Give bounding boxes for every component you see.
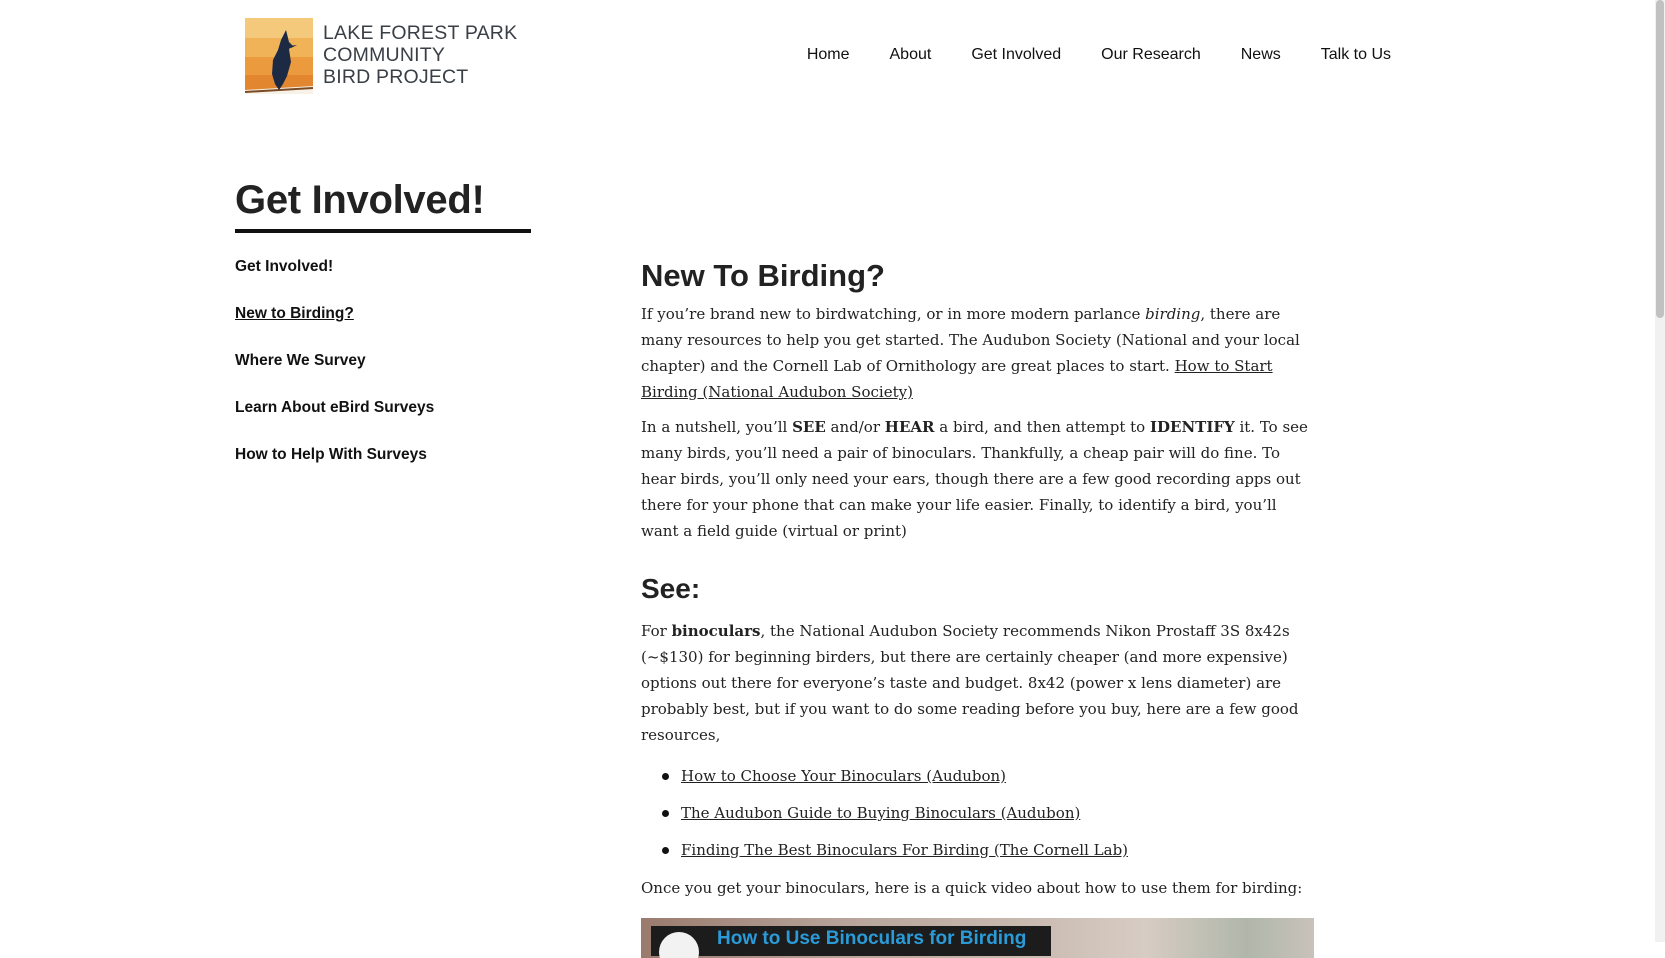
video-embed[interactable] xyxy=(641,918,1314,958)
binoculars-keyword: binoculars xyxy=(671,622,761,640)
see-keyword: SEE xyxy=(792,418,826,436)
text: it. To see many birds, you’ll need a pair of binoculars. Thankfully, a cheap pair will do fine. To hear birds, you’ll only need your ears, though there are a few good recording apps out there for your phone that can make your life easier. Finally, to identify a bird, you’ll want a field guide (virtual or print) xyxy=(641,418,1308,540)
bullet-icon xyxy=(662,847,669,854)
nav-home[interactable]: Home xyxy=(806,46,850,63)
main-content xyxy=(641,257,1314,901)
nutshell-paragraph xyxy=(641,414,1314,544)
how-to-start-birding-link[interactable]: How to Start Birding (National Audubon Society) xyxy=(641,357,1273,401)
section-heading: New To Birding? xyxy=(641,258,885,293)
site-name-line: LAKE FOREST PARK xyxy=(323,22,518,44)
text: a bird, and then attempt to xyxy=(934,418,1150,436)
nav-about[interactable]: About xyxy=(889,46,932,63)
site-logo[interactable] xyxy=(245,18,517,94)
hear-keyword: HEAR xyxy=(884,418,935,436)
sidebar-item-learn-ebird[interactable]: Learn About eBird Surveys xyxy=(235,399,435,416)
video-intro-paragraph: Once you get your binoculars, here is a quick video about how to use them for birding: xyxy=(641,879,1303,897)
bird-logo-icon xyxy=(245,18,313,94)
text: If you’re brand new to birdwatching, or in more modern parlance xyxy=(641,305,1146,323)
sidebar-item-where-we-survey[interactable]: Where We Survey xyxy=(235,352,366,369)
identify-keyword: IDENTIFY xyxy=(1149,418,1235,436)
resource-link[interactable]: The Audubon Guide to Buying Binoculars (Audubon) xyxy=(681,804,1081,822)
sidebar-item-new-to-birding[interactable]: New to Birding? xyxy=(235,305,354,322)
see-heading: See: xyxy=(641,573,701,604)
sidebar-item-help-surveys[interactable]: How to Help With Surveys xyxy=(235,446,427,463)
scrollbar-thumb[interactable] xyxy=(1656,0,1664,318)
page-title: Get Involved! xyxy=(235,178,485,222)
resource-link[interactable]: How to Choose Your Binoculars (Audubon) xyxy=(681,767,1007,785)
bullet-icon xyxy=(662,810,669,817)
text: and/or xyxy=(825,418,885,436)
binoculars-paragraph xyxy=(641,618,1314,748)
resource-link[interactable]: Finding The Best Binoculars For Birding (The Cornell Lab) xyxy=(681,841,1129,859)
text: In a nutshell, you’ll xyxy=(641,418,793,436)
nav-news[interactable]: News xyxy=(1240,46,1281,63)
text: , the National Audubon Society recommends Nikon Prostaff 3S 8x42s (~$130) for beginning birders, but there are certainly cheaper (and more expensive) options out there for everyone’s taste and budget. 8x42 (power x lens diameter) are probably best, but if you want to do some reading before you buy, here are a few good resources, xyxy=(641,622,1299,744)
nav-get-involved[interactable]: Get Involved xyxy=(971,46,1062,63)
text: For xyxy=(641,622,672,640)
resource-list xyxy=(641,763,1314,874)
video-title[interactable]: How to Use Binoculars for Birding xyxy=(717,928,1027,949)
intro-paragraph xyxy=(641,301,1314,405)
scrollbar[interactable] xyxy=(1655,0,1665,942)
list-item xyxy=(641,837,1314,874)
site-name-line: BIRD PROJECT xyxy=(323,66,469,88)
sidebar-item-get-involved[interactable]: Get Involved! xyxy=(235,258,334,275)
site-name-line: COMMUNITY xyxy=(323,44,446,66)
main-nav xyxy=(807,46,1391,64)
title-underline xyxy=(235,229,531,233)
list-item xyxy=(641,763,1314,800)
text: , there are many resources to help you get started. The Audubon Society (National and your local chapter) and the Cornell Lab of Ornithology are great places to start. xyxy=(641,305,1300,375)
sidebar-nav xyxy=(235,258,434,493)
site-name xyxy=(323,22,517,88)
list-item xyxy=(641,800,1314,837)
emphasis: birding xyxy=(1145,305,1201,323)
bullet-icon xyxy=(662,773,669,780)
nav-talk-to-us[interactable]: Talk to Us xyxy=(1320,46,1391,63)
nav-our-research[interactable]: Our Research xyxy=(1101,46,1201,63)
